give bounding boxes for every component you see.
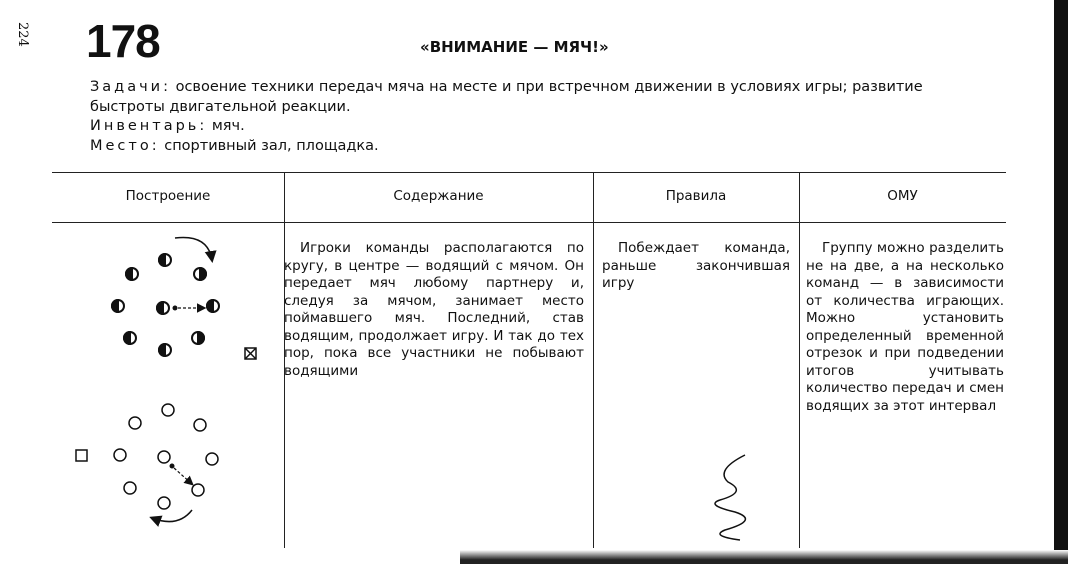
pen-scribble-icon <box>700 450 770 545</box>
header-rules: Правила <box>665 188 727 204</box>
half-filled-circle-icon <box>112 300 124 312</box>
pass-arrow <box>174 468 192 484</box>
place-line <box>52 137 1002 157</box>
team-2-players <box>114 404 218 509</box>
empty-circle-icon <box>114 449 126 461</box>
cell-omu: Группу можно разделить не на две, а на несколько команд — в зависимости от количества играющих. Можно установить определенный временной отрезок и при подведении итогов учитывать количество передач и смен водящих за этот интервал <box>806 240 1004 414</box>
half-filled-circle-icon <box>159 254 171 266</box>
half-filled-circle-icon <box>192 332 204 344</box>
inventory-text: мяч. <box>207 118 245 134</box>
tasks-label: Задачи: <box>90 79 171 95</box>
half-filled-circle-icon <box>157 302 169 314</box>
empty-circle-icon <box>192 484 204 496</box>
game-number: 178 <box>86 15 160 67</box>
half-filled-circle-icon <box>207 300 219 312</box>
empty-circle-icon <box>129 417 141 429</box>
half-filled-circle-icon <box>124 332 136 344</box>
half-filled-circle-icon <box>194 268 206 280</box>
empty-circle-icon <box>158 451 170 463</box>
cell-content: Игроки команды располагаются по кругу, в центре — водящий с мячом. Он передает мяч любому партнеру и, следуя за мячом, занимает место поймавшего мяч. Последний, став водящим, продолжает игру. И так до тех пор, пока все участники не побывают водящими <box>284 240 584 379</box>
inventory-line <box>52 117 1002 137</box>
empty-circle-icon <box>162 404 174 416</box>
team-2-marker-icon <box>76 450 87 461</box>
rotation-arrow-top <box>175 237 212 260</box>
half-filled-circle-icon <box>126 268 138 280</box>
table-top-border <box>52 172 1006 173</box>
team-1-marker-icon <box>245 348 256 359</box>
ball-icon <box>170 464 175 469</box>
page-edge-bottom <box>460 550 1068 564</box>
game-intro <box>52 78 1002 156</box>
cell-rules: Побеждает команда, раньше закончившая игру <box>602 240 790 291</box>
column-divider-2 <box>593 172 594 548</box>
formation-diagram <box>60 228 270 538</box>
empty-circle-icon <box>124 482 136 494</box>
tasks-text: освоение техники передач мяча на месте и при встречном движении в условиях игры; развитие быстроты двигательной реакции. <box>90 79 923 115</box>
rotation-arrow-bottom <box>152 510 192 522</box>
half-filled-circle-icon <box>159 344 171 356</box>
inventory-label: Инвентарь: <box>90 118 208 134</box>
empty-circle-icon <box>206 453 218 465</box>
team-1-players <box>112 254 219 356</box>
page-edge-right <box>1054 0 1068 564</box>
empty-circle-icon <box>158 497 170 509</box>
place-text: спортивный зал, площадка. <box>159 137 379 154</box>
game-title: «ВНИМАНИЕ — МЯЧ!» <box>420 38 609 56</box>
tasks-line <box>52 78 1002 117</box>
page-number: 224 <box>15 22 30 47</box>
ball-icon <box>173 306 178 311</box>
header-content: Содержание <box>393 188 484 204</box>
empty-circle-icon <box>194 419 206 431</box>
table-header-border <box>52 222 1006 223</box>
header-formation: Построение <box>125 188 211 204</box>
header-omu: ОМУ <box>887 188 918 204</box>
column-divider-3 <box>799 172 800 548</box>
place-label: Место: <box>90 137 160 154</box>
